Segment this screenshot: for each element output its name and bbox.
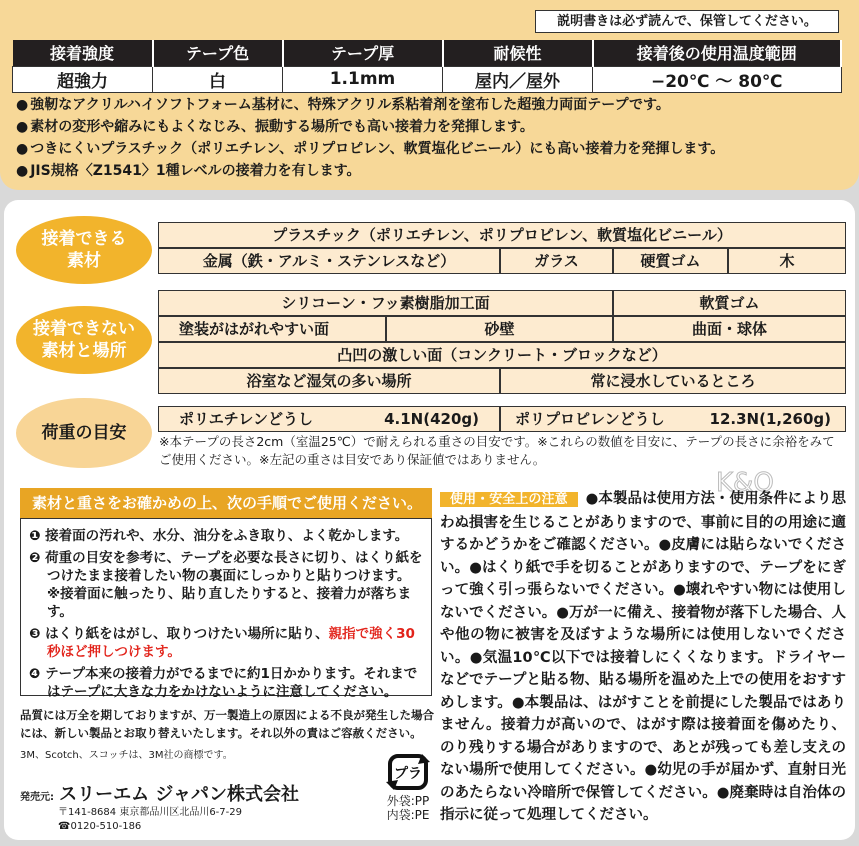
step-1: ❶ 接着面の汚れや、水分、油分をふき取り、よく乾かします。 [29, 528, 409, 544]
maker-info [20, 780, 299, 834]
procedure-header: 素材と重さをお確かめの上、次の手順でご使用ください。 [20, 488, 432, 518]
caution-tag: 使用・安全上の注意 [440, 492, 578, 507]
spec-header: 耐候性 [443, 40, 593, 66]
spec-value: 超強力 [13, 66, 153, 92]
material-cell: ガラス [501, 249, 614, 273]
caution-section [440, 488, 846, 827]
non-adherable-label [16, 306, 152, 374]
load-label [16, 398, 152, 468]
spec-value: −20℃ ～ 80℃ [593, 66, 842, 92]
material-cell: 常に浸水しているところ [501, 369, 845, 393]
material-cell: 砂壁 [387, 317, 614, 341]
spec-value: 屋内／屋外 [443, 66, 593, 92]
svg-text:プラ: プラ [394, 766, 422, 782]
outer-bag-material: 外袋:PP [386, 794, 430, 808]
material-cell: 軟質ゴム [614, 291, 845, 315]
load-note: ※本テープの長さ2cm（室温25℃）で耐えられる重さの目安です。※これらの数値を目安に、テープの長さに余裕をみてご使用ください。※左記の重さは目安であり保証値ではありません。 [159, 434, 835, 467]
label-line: 荷重の目安 [41, 423, 127, 443]
step-note: ※接着面に触ったり、貼り直したりすると、接着力が落ちます。 [47, 586, 412, 620]
material-cell: 金属（鉄・アルミ・ステンレスなど） [159, 249, 501, 273]
feature-item: ● 素材の変形や縮みにもよくなじみ、振動する場所でも高い接着力を発揮します。 [16, 116, 724, 138]
load-cell [501, 407, 845, 431]
step-text: ❷ 荷重の目安を参考に、テープを必要な長さに切り、はくり紙をつけたまま接着したい物の裏面にしっかりと貼りつけます。 [29, 550, 423, 584]
quality-note: 品質には万全を期しておりますが、万一製造上の原因による不良が発生した場合には、新しい製品とお取り替えいたします。それ以外の責はご容赦ください。 [20, 708, 434, 740]
material-cell: 凸凹の激しい面（コンクリート・ブロックなど） [159, 343, 845, 367]
load-grid [158, 406, 846, 432]
load-value: 12.3N(1,260g) [709, 410, 831, 428]
adherable-grid [158, 222, 846, 274]
feature-item: ● つきにくいプラスチック（ポリエチレン、ポリプロピレン、軟質塩化ビニール）にも高い接着力を発揮します。 [16, 138, 724, 160]
material-cell: プラスチック（ポリエチレン、ポリプロピレン、軟質塩化ビニール） [159, 223, 845, 247]
label-line: 接着できる [41, 229, 127, 249]
label-line: 素材 [67, 251, 101, 271]
spec-panel [0, 0, 859, 190]
read-notice: 説明書きは必ず読んで、保管してください。 [535, 10, 839, 33]
step-3 [29, 625, 423, 661]
procedure-steps [20, 518, 432, 700]
adherable-label [16, 216, 152, 284]
watermark: K&O [716, 468, 774, 498]
recycle-pla-icon [386, 752, 430, 792]
material-cell: 浴室など湿気の多い場所 [159, 369, 501, 393]
label-line: 素材と場所 [41, 341, 127, 361]
non-adherable-grid [158, 290, 846, 394]
material-cell: 塗装がはがれやすい面 [159, 317, 387, 341]
step-text: ❸ はくり紙をはがし、取りつけたい場所に貼り、 [29, 626, 329, 642]
label-line: 接着できない [33, 319, 135, 339]
inner-bag-material: 内袋:PE [386, 808, 430, 822]
spec-header: テープ厚 [283, 40, 443, 66]
maker-name: スリーエム ジャパン株式会社 [59, 784, 299, 805]
material-cell: 曲面・球体 [614, 317, 845, 341]
maker-phone: ☎0120-510-186 [58, 821, 142, 832]
maker-label: 発売元: [20, 792, 54, 803]
feature-item: ● 強靭なアクリルハイソフトフォーム基材に、特殊アクリル系粘着剤を塗布した超強力両面テープです。 [16, 94, 724, 116]
spec-value: 1.1mm [283, 66, 443, 92]
load-name: ポリプロピレンどうし [515, 410, 665, 428]
material-cell: 木 [729, 249, 845, 273]
spec-header: 接着後の使用温度範囲 [593, 40, 842, 66]
maker-address: 〒141-8684 東京都品川区北品川6-7-29 [58, 807, 242, 818]
material-cell: シリコーン・フッ素樹脂加工面 [159, 291, 614, 315]
load-cell [159, 407, 501, 431]
spec-value: 白 [153, 66, 283, 92]
step-4: ❹ テープ本来の接着力がでるまでに約1日かかります。それまではテープに大きな力をかけないように注意してください。 [29, 666, 418, 700]
recycle-mark [380, 752, 436, 822]
caution-text: ●本製品は使用方法・使用条件により思わぬ損害を生じることがありますので、事前に目的の用途に適するかどうかをご確認ください。●皮膚には貼らないでください。●はくり紙で手を切ることがありますので、テープをにぎって強く引っ張らないでください。●壊れやすい物には使用しないでください。●万が一に備え、接着物が落下した場合、人や他の物に被害を及ぼすような場所には使用しないでください。●気温10℃以下では接着しにくくなります。ドライヤーなどでテープと貼る物、貼る場所を温めた上での使用をおすすめします。●本製品は、はがすことを前提にした製品ではありません。接着力が高いので、はがす際は接着面を傷めたり、のり残りする場合がありますので、あとが残っても差し支えのない場所で使用してください。●幼児の手が届かず、直射日光のあたらない冷暗所で保管してください。●廃棄時は自治体の指示に従って処理してください。 [440, 491, 846, 823]
spec-header: テープ色 [153, 40, 283, 66]
step-emphasis: 親指で強く30秒ほど押しつけます。 [47, 626, 415, 660]
load-name: ポリエチレンどうし [179, 410, 314, 428]
main-panel [4, 200, 855, 840]
feature-item: ● JIS規格〈Z1541〉1種レベルの接着力を有します。 [16, 160, 724, 182]
trademark-note: 3M、Scotch、スコッチは、3M社の商標です。 [20, 750, 233, 761]
step-2 [29, 549, 423, 621]
load-value: 4.1N(420g) [384, 410, 479, 428]
spec-table [12, 40, 842, 93]
feature-list [16, 94, 724, 182]
material-cell: 硬質ゴム [614, 249, 729, 273]
spec-header: 接着強度 [13, 40, 153, 66]
